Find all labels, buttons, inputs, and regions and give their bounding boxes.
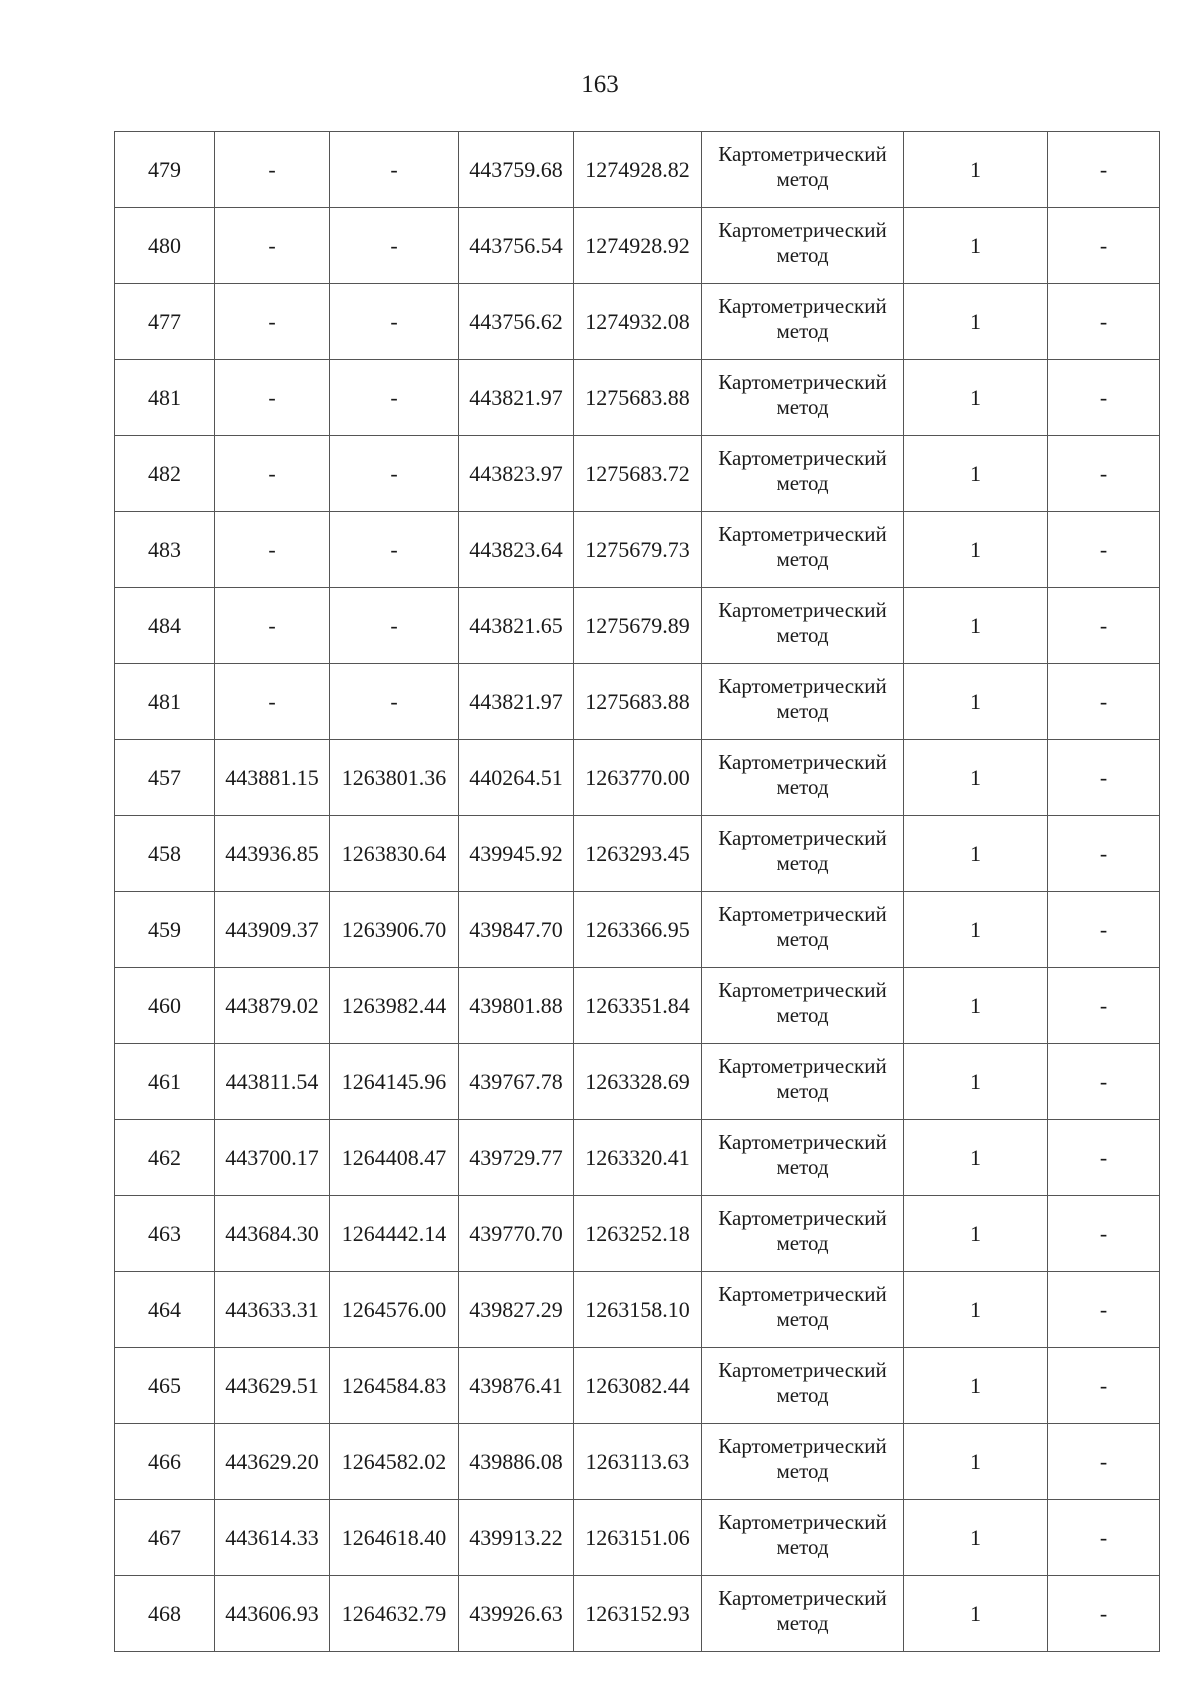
- new-y-cell: 1275683.88: [574, 360, 702, 436]
- old-x-cell: 443811.54: [215, 1044, 330, 1120]
- old-x-cell: -: [215, 132, 330, 208]
- last-cell: -: [1048, 968, 1160, 1044]
- new-x-cell: 439945.92: [459, 816, 574, 892]
- old-y-cell: -: [330, 360, 459, 436]
- method-cell: [702, 968, 904, 1044]
- method-cell: [702, 892, 904, 968]
- coordinates-table: [114, 131, 1160, 1652]
- table-row: [115, 664, 1160, 740]
- table-row: [115, 1500, 1160, 1576]
- new-x-cell: 439801.88: [459, 968, 574, 1044]
- new-y-cell: 1263328.69: [574, 1044, 702, 1120]
- point-number-cell: 481: [115, 360, 215, 436]
- new-y-cell: 1263151.06: [574, 1500, 702, 1576]
- table-row: [115, 512, 1160, 588]
- old-y-cell: 1263906.70: [330, 892, 459, 968]
- last-cell: -: [1048, 588, 1160, 664]
- old-y-cell: -: [330, 284, 459, 360]
- method-line-1: Картометрический: [718, 1433, 887, 1458]
- table-row: [115, 360, 1160, 436]
- point-number-cell: 465: [115, 1348, 215, 1424]
- old-y-cell: -: [330, 132, 459, 208]
- point-number-cell: 459: [115, 892, 215, 968]
- accuracy-cell: 1: [904, 208, 1048, 284]
- old-y-cell: -: [330, 588, 459, 664]
- method-line-1: Картометрический: [718, 977, 887, 1002]
- table-row: [115, 1576, 1160, 1652]
- last-cell: -: [1048, 1424, 1160, 1500]
- accuracy-cell: 1: [904, 512, 1048, 588]
- old-x-cell: 443633.31: [215, 1272, 330, 1348]
- accuracy-cell: 1: [904, 816, 1048, 892]
- point-number-cell: 457: [115, 740, 215, 816]
- new-y-cell: 1275683.72: [574, 436, 702, 512]
- method-cell: [702, 664, 904, 740]
- new-y-cell: 1263293.45: [574, 816, 702, 892]
- accuracy-cell: 1: [904, 1196, 1048, 1272]
- accuracy-cell: 1: [904, 892, 1048, 968]
- table-row: [115, 1044, 1160, 1120]
- new-y-cell: 1263158.10: [574, 1272, 702, 1348]
- method-cell: [702, 1272, 904, 1348]
- method-line-1: Картометрический: [718, 901, 887, 926]
- new-y-cell: 1275683.88: [574, 664, 702, 740]
- point-number-cell: 480: [115, 208, 215, 284]
- old-y-cell: 1264618.40: [330, 1500, 459, 1576]
- table-row: [115, 816, 1160, 892]
- old-x-cell: 443936.85: [215, 816, 330, 892]
- method-line-1: Картометрический: [718, 293, 887, 318]
- method-line-2: метод: [776, 850, 829, 875]
- old-x-cell: -: [215, 436, 330, 512]
- new-x-cell: 439913.22: [459, 1500, 574, 1576]
- last-cell: -: [1048, 664, 1160, 740]
- new-y-cell: 1263351.84: [574, 968, 702, 1044]
- point-number-cell: 466: [115, 1424, 215, 1500]
- new-x-cell: 443823.97: [459, 436, 574, 512]
- table-row: [115, 740, 1160, 816]
- new-y-cell: 1274928.82: [574, 132, 702, 208]
- accuracy-cell: 1: [904, 1576, 1048, 1652]
- table-row: [115, 1348, 1160, 1424]
- accuracy-cell: 1: [904, 436, 1048, 512]
- point-number-cell: 458: [115, 816, 215, 892]
- new-x-cell: 439827.29: [459, 1272, 574, 1348]
- new-x-cell: 443821.97: [459, 360, 574, 436]
- last-cell: -: [1048, 1272, 1160, 1348]
- method-line-2: метод: [776, 1306, 829, 1331]
- last-cell: -: [1048, 892, 1160, 968]
- method-line-2: метод: [776, 926, 829, 951]
- accuracy-cell: 1: [904, 132, 1048, 208]
- new-x-cell: 439926.63: [459, 1576, 574, 1652]
- new-y-cell: 1275679.89: [574, 588, 702, 664]
- old-x-cell: -: [215, 588, 330, 664]
- old-x-cell: 443606.93: [215, 1576, 330, 1652]
- method-line-2: метод: [776, 1610, 829, 1635]
- new-y-cell: 1263152.93: [574, 1576, 702, 1652]
- old-x-cell: 443614.33: [215, 1500, 330, 1576]
- method-cell: [702, 360, 904, 436]
- method-cell: [702, 1348, 904, 1424]
- method-line-1: Картометрический: [718, 1205, 887, 1230]
- new-x-cell: 439847.70: [459, 892, 574, 968]
- method-cell: [702, 1120, 904, 1196]
- old-y-cell: 1264582.02: [330, 1424, 459, 1500]
- table-row: [115, 1120, 1160, 1196]
- old-x-cell: 443881.15: [215, 740, 330, 816]
- old-y-cell: 1264408.47: [330, 1120, 459, 1196]
- old-x-cell: 443879.02: [215, 968, 330, 1044]
- method-cell: [702, 512, 904, 588]
- old-x-cell: -: [215, 208, 330, 284]
- point-number-cell: 477: [115, 284, 215, 360]
- method-line-2: метод: [776, 1382, 829, 1407]
- table-row: [115, 284, 1160, 360]
- new-y-cell: 1274932.08: [574, 284, 702, 360]
- accuracy-cell: 1: [904, 968, 1048, 1044]
- new-x-cell: 439770.70: [459, 1196, 574, 1272]
- accuracy-cell: 1: [904, 360, 1048, 436]
- new-y-cell: 1263366.95: [574, 892, 702, 968]
- point-number-cell: 468: [115, 1576, 215, 1652]
- table-row: [115, 1272, 1160, 1348]
- method-cell: [702, 1196, 904, 1272]
- point-number-cell: 462: [115, 1120, 215, 1196]
- method-line-2: метод: [776, 1078, 829, 1103]
- method-line-1: Картометрический: [718, 141, 887, 166]
- method-cell: [702, 1500, 904, 1576]
- old-y-cell: 1263982.44: [330, 968, 459, 1044]
- accuracy-cell: 1: [904, 740, 1048, 816]
- last-cell: -: [1048, 284, 1160, 360]
- method-line-1: Картометрический: [718, 217, 887, 242]
- point-number-cell: 484: [115, 588, 215, 664]
- method-line-1: Картометрический: [718, 1509, 887, 1534]
- new-x-cell: 439886.08: [459, 1424, 574, 1500]
- method-line-1: Картометрический: [718, 1585, 887, 1610]
- new-x-cell: 439767.78: [459, 1044, 574, 1120]
- last-cell: -: [1048, 1044, 1160, 1120]
- method-cell: [702, 1576, 904, 1652]
- old-y-cell: -: [330, 664, 459, 740]
- last-cell: -: [1048, 816, 1160, 892]
- old-x-cell: -: [215, 512, 330, 588]
- point-number-cell: 479: [115, 132, 215, 208]
- old-x-cell: 443684.30: [215, 1196, 330, 1272]
- method-line-2: метод: [776, 1230, 829, 1255]
- accuracy-cell: 1: [904, 284, 1048, 360]
- method-line-2: метод: [776, 1002, 829, 1027]
- new-x-cell: 439876.41: [459, 1348, 574, 1424]
- method-line-2: метод: [776, 318, 829, 343]
- method-line-1: Картометрический: [718, 369, 887, 394]
- accuracy-cell: 1: [904, 1424, 1048, 1500]
- method-line-1: Картометрический: [718, 1281, 887, 1306]
- new-x-cell: 443821.97: [459, 664, 574, 740]
- last-cell: -: [1048, 436, 1160, 512]
- method-line-2: метод: [776, 1458, 829, 1483]
- table-row: [115, 1424, 1160, 1500]
- point-number-cell: 461: [115, 1044, 215, 1120]
- method-line-1: Картометрический: [718, 521, 887, 546]
- old-x-cell: 443629.20: [215, 1424, 330, 1500]
- new-x-cell: 443756.54: [459, 208, 574, 284]
- method-line-2: метод: [776, 1154, 829, 1179]
- accuracy-cell: 1: [904, 664, 1048, 740]
- method-line-2: метод: [776, 242, 829, 267]
- new-y-cell: 1263113.63: [574, 1424, 702, 1500]
- table-row: [115, 208, 1160, 284]
- method-cell: [702, 284, 904, 360]
- last-cell: -: [1048, 1196, 1160, 1272]
- point-number-cell: 481: [115, 664, 215, 740]
- method-line-1: Картометрический: [718, 673, 887, 698]
- accuracy-cell: 1: [904, 588, 1048, 664]
- method-line-2: метод: [776, 470, 829, 495]
- last-cell: -: [1048, 1500, 1160, 1576]
- method-cell: [702, 588, 904, 664]
- method-cell: [702, 816, 904, 892]
- point-number-cell: 460: [115, 968, 215, 1044]
- method-line-2: метод: [776, 166, 829, 191]
- old-y-cell: 1264576.00: [330, 1272, 459, 1348]
- accuracy-cell: 1: [904, 1044, 1048, 1120]
- old-y-cell: 1264632.79: [330, 1576, 459, 1652]
- new-x-cell: 443821.65: [459, 588, 574, 664]
- method-line-2: метод: [776, 394, 829, 419]
- method-cell: [702, 436, 904, 512]
- point-number-cell: 463: [115, 1196, 215, 1272]
- method-line-2: метод: [776, 622, 829, 647]
- method-line-2: метод: [776, 546, 829, 571]
- old-y-cell: 1264145.96: [330, 1044, 459, 1120]
- last-cell: -: [1048, 208, 1160, 284]
- method-line-1: Картометрический: [718, 1357, 887, 1382]
- last-cell: -: [1048, 132, 1160, 208]
- new-y-cell: 1263320.41: [574, 1120, 702, 1196]
- new-x-cell: 439729.77: [459, 1120, 574, 1196]
- table-body: [115, 132, 1160, 1652]
- method-line-1: Картометрический: [718, 445, 887, 470]
- last-cell: -: [1048, 740, 1160, 816]
- method-cell: [702, 1044, 904, 1120]
- point-number-cell: 483: [115, 512, 215, 588]
- old-y-cell: -: [330, 512, 459, 588]
- new-y-cell: 1263082.44: [574, 1348, 702, 1424]
- method-cell: [702, 740, 904, 816]
- old-y-cell: 1264584.83: [330, 1348, 459, 1424]
- last-cell: -: [1048, 1576, 1160, 1652]
- old-x-cell: 443629.51: [215, 1348, 330, 1424]
- table-row: [115, 436, 1160, 512]
- table-row: [115, 1196, 1160, 1272]
- method-line-1: Картометрический: [718, 825, 887, 850]
- old-y-cell: 1263830.64: [330, 816, 459, 892]
- old-y-cell: -: [330, 436, 459, 512]
- last-cell: -: [1048, 512, 1160, 588]
- point-number-cell: 467: [115, 1500, 215, 1576]
- old-x-cell: -: [215, 360, 330, 436]
- last-cell: -: [1048, 1348, 1160, 1424]
- table-row: [115, 892, 1160, 968]
- method-cell: [702, 208, 904, 284]
- method-line-2: метод: [776, 774, 829, 799]
- accuracy-cell: 1: [904, 1120, 1048, 1196]
- new-x-cell: 443823.64: [459, 512, 574, 588]
- new-y-cell: 1263770.00: [574, 740, 702, 816]
- method-line-1: Картометрический: [718, 1053, 887, 1078]
- accuracy-cell: 1: [904, 1272, 1048, 1348]
- old-x-cell: -: [215, 284, 330, 360]
- old-y-cell: 1264442.14: [330, 1196, 459, 1272]
- method-cell: [702, 132, 904, 208]
- point-number-cell: 482: [115, 436, 215, 512]
- method-line-1: Картометрический: [718, 749, 887, 774]
- new-x-cell: 443756.62: [459, 284, 574, 360]
- table-row: [115, 968, 1160, 1044]
- new-y-cell: 1263252.18: [574, 1196, 702, 1272]
- new-x-cell: 440264.51: [459, 740, 574, 816]
- accuracy-cell: 1: [904, 1348, 1048, 1424]
- page-number: 163: [581, 71, 619, 98]
- table-row: [115, 588, 1160, 664]
- accuracy-cell: 1: [904, 1500, 1048, 1576]
- old-y-cell: -: [330, 208, 459, 284]
- old-x-cell: 443700.17: [215, 1120, 330, 1196]
- method-line-1: Картометрический: [718, 597, 887, 622]
- method-line-2: метод: [776, 1534, 829, 1559]
- method-cell: [702, 1424, 904, 1500]
- method-line-1: Картометрический: [718, 1129, 887, 1154]
- old-x-cell: -: [215, 664, 330, 740]
- new-x-cell: 443759.68: [459, 132, 574, 208]
- last-cell: -: [1048, 360, 1160, 436]
- old-x-cell: 443909.37: [215, 892, 330, 968]
- new-y-cell: 1275679.73: [574, 512, 702, 588]
- point-number-cell: 464: [115, 1272, 215, 1348]
- last-cell: -: [1048, 1120, 1160, 1196]
- old-y-cell: 1263801.36: [330, 740, 459, 816]
- method-line-2: метод: [776, 698, 829, 723]
- table-row: [115, 132, 1160, 208]
- new-y-cell: 1274928.92: [574, 208, 702, 284]
